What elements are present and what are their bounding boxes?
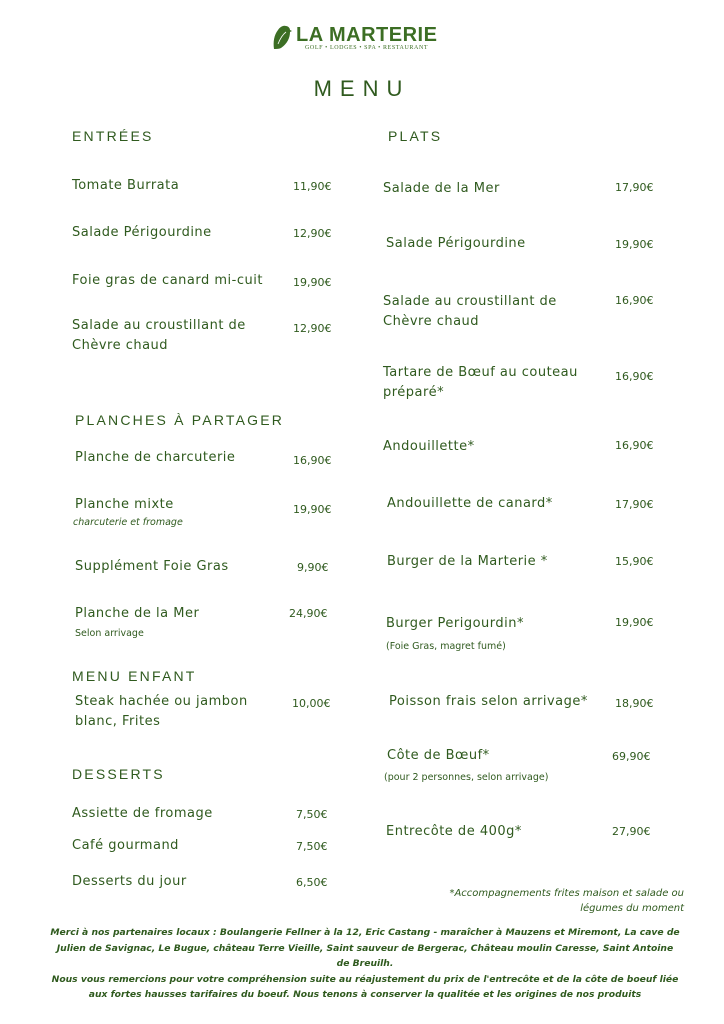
- plat-item-price: 16,90€: [615, 439, 654, 452]
- enfant-item-price: 10,00€: [292, 697, 331, 710]
- plat-item-price: 69,90€: [612, 750, 651, 763]
- plat-item-name: Salade au croustillant de Chèvre chaud: [383, 294, 557, 329]
- enfant-item-name: Steak hachée ou jambon blanc, Frites: [75, 694, 248, 729]
- section-title-enfant: MENU ENFANT: [72, 668, 197, 684]
- partners-text: Merci à nos partenaires locaux : Boulangerie Fellner à la 12, Eric Castang - maraîcher à Mauzens et Miremont, La cave de Julien de Savignac, Le Bugue, château Terre Vieille, Saint sauveur de Bergerac, Château moulin Caresse, Saint Antoine de Breuilh.: [50, 927, 680, 969]
- plat-item-price: 27,90€: [612, 825, 651, 838]
- plat-item-price: 15,90€: [615, 555, 654, 568]
- planche-item-name: Planche de charcuterie: [75, 450, 236, 465]
- plat-item-price: 17,90€: [615, 181, 654, 194]
- plat-item-name: Côte de Bœuf*: [387, 748, 490, 763]
- plat-item-subtitle: (pour 2 personnes, selon arrivage): [384, 772, 549, 783]
- bird-logo-icon: [271, 24, 293, 50]
- planche-item-name: Supplément Foie Gras: [75, 559, 229, 574]
- brand-tagline: GOLF • LODGES • SPA • RESTAURANT: [305, 45, 429, 51]
- entree-item-price: 12,90€: [293, 227, 332, 240]
- accompaniment-note: [400, 886, 684, 916]
- dessert-item-name: Café gourmand: [72, 838, 179, 853]
- plat-item-name: Salade Périgourdine: [386, 236, 526, 251]
- planche-item-price: 16,90€: [293, 454, 332, 467]
- plat-item-name: Poisson frais selon arrivage*: [389, 694, 588, 709]
- plat-item-name: Salade de la Mer: [383, 181, 500, 196]
- section-title-entrees: ENTRÉES: [72, 128, 154, 144]
- dessert-item-price: 7,50€: [296, 840, 328, 853]
- entree-item-name: Salade Périgourdine: [72, 225, 212, 240]
- plat-item-price: 16,90€: [615, 294, 654, 307]
- entree-item-name: Foie gras de canard mi-cuit: [72, 273, 263, 288]
- plat-item-name: Andouillette*: [383, 439, 475, 454]
- plat-item-price: 19,90€: [615, 616, 654, 629]
- section-title-plats: PLATS: [388, 128, 443, 144]
- price-notice-text: Nous vous remercions pour votre compréhension suite au réajustement du prix de l'entrecôte et de la côte de boeuf liée aux fortes hausses tarifaires du boeuf. Nous tenons à conserver la qualitée et les origines de nos produits: [51, 973, 679, 1000]
- section-title-planches: PLANCHES À PARTAGER: [75, 412, 285, 428]
- entree-item-price: 19,90€: [293, 276, 332, 289]
- plat-item-name: Burger de la Marterie *: [387, 554, 548, 569]
- plat-item-name: Burger Perigourdin*: [386, 616, 524, 631]
- entree-item-name: Tomate Burrata: [72, 178, 180, 193]
- note-line: légumes du moment: [580, 903, 684, 914]
- section-title-desserts: DESSERTS: [72, 766, 165, 782]
- dessert-item-name: Assiette de fromage: [72, 806, 213, 821]
- plat-item-price: 16,90€: [615, 370, 654, 383]
- dessert-item-price: 7,50€: [296, 808, 328, 821]
- dessert-item-name: Desserts du jour: [72, 874, 187, 889]
- brand-name: LA MARTERIE: [296, 24, 438, 46]
- note-line: *Accompagnements frites maison et salade ou: [449, 888, 684, 899]
- menu-title: MENU: [313, 76, 411, 101]
- plat-item-price: 18,90€: [615, 697, 654, 710]
- plat-item-name: Tartare de Bœuf au couteau préparé*: [383, 365, 578, 400]
- planche-item-subtitle: charcuterie et fromage: [73, 517, 183, 528]
- planche-item-price: 9,90€: [297, 561, 329, 574]
- planche-item-name: Planche mixte: [75, 497, 174, 512]
- entree-item-price: 12,90€: [293, 322, 332, 335]
- plat-item-subtitle: (Foie Gras, magret fumé): [386, 641, 506, 652]
- footer-text: [50, 925, 680, 1003]
- entree-item-name: Salade au croustillant de Chèvre chaud: [72, 318, 246, 353]
- planche-item-price: 24,90€: [289, 607, 328, 620]
- plat-item-name: Entrecôte de 400g*: [386, 824, 522, 839]
- entree-item-price: 11,90€: [293, 180, 332, 193]
- plat-item-price: 19,90€: [615, 238, 654, 251]
- dessert-item-price: 6,50€: [296, 876, 328, 889]
- brand-logo: [271, 24, 451, 56]
- planche-item-name: Planche de la Mer: [75, 606, 200, 621]
- plat-item-price: 17,90€: [615, 498, 654, 511]
- planche-item-subtitle: Selon arrivage: [75, 628, 144, 639]
- planche-item-price: 19,90€: [293, 503, 332, 516]
- plat-item-name: Andouillette de canard*: [387, 496, 553, 511]
